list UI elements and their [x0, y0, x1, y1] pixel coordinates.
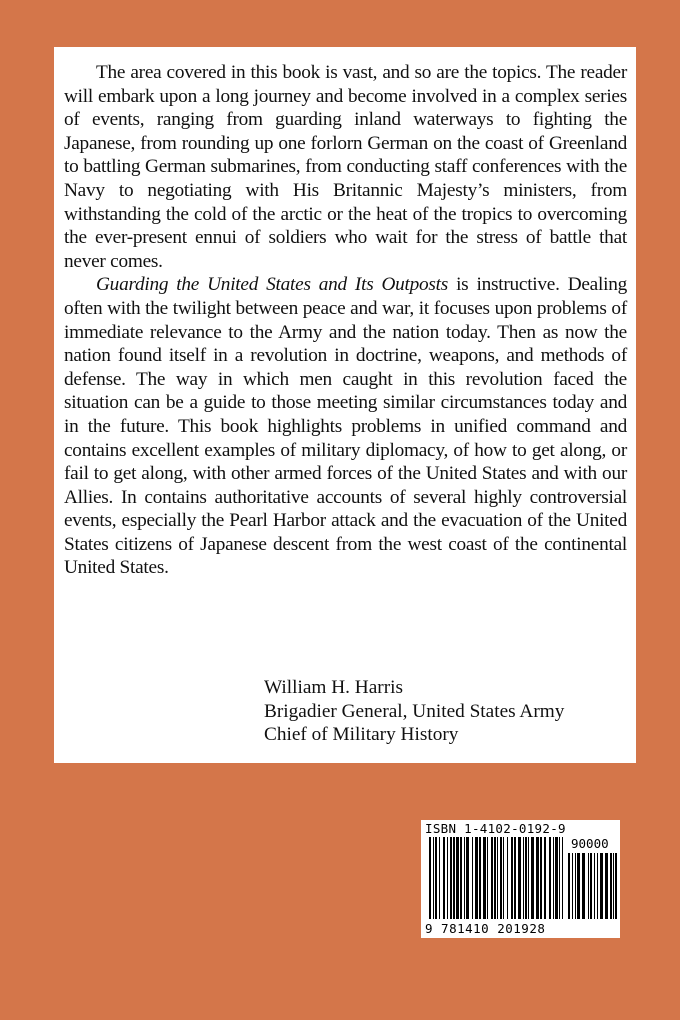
- barcode-bar: [572, 853, 573, 919]
- barcode-bar: [460, 837, 462, 919]
- barcode-bar: [555, 837, 558, 919]
- barcode-bar: [456, 837, 459, 919]
- barcode-bar: [475, 837, 478, 919]
- barcode-bar: [582, 853, 585, 919]
- price-code: 90000: [571, 836, 609, 851]
- barcode-bar: [435, 837, 437, 919]
- text-panel: [54, 47, 636, 763]
- barcode-bar: [568, 853, 570, 919]
- signature-name: William H. Harris: [264, 677, 403, 698]
- barcode-bar: [531, 837, 534, 919]
- barcode-bar: [528, 837, 529, 919]
- barcode-bar: [429, 837, 431, 919]
- barcode-bar: [518, 837, 521, 919]
- barcode-bar: [544, 837, 546, 919]
- paragraph-1: The area covered in this book is vast, and so are the topics. The reader will embark upon a long journey and become involved in a complex series of events, ranging from guarding inland waterways to fighting the Japanese, from rounding up one forlorn German on the coast of Greenland to battling German submarines, from conducting staff conferences with the Navy to negotiating with His Britannic Majesty’s ministers, from withstanding the cold of the arctic or the heat of the tropics to overcoming the ever-present ennui of soldiers who wait for the stress of battle that never comes.: [64, 62, 627, 272]
- barcode-bar: [464, 837, 465, 919]
- barcode-bar: [433, 837, 434, 919]
- signature-block: [264, 676, 564, 747]
- isbn-barcode: [421, 820, 620, 938]
- barcode-bar: [553, 837, 554, 919]
- barcode-bar: [559, 837, 560, 919]
- isbn-number: ISBN 1-4102-0192-9: [425, 821, 566, 836]
- barcode-bar: [523, 837, 524, 919]
- ean-number: 9 781410 201928: [425, 921, 546, 936]
- barcode-bar: [514, 837, 516, 919]
- barcode-bar: [497, 837, 498, 919]
- barcode-bar: [549, 837, 551, 919]
- barcode-bar: [479, 837, 481, 919]
- barcode-bar: [562, 837, 563, 919]
- barcode-bar: [605, 853, 608, 919]
- barcode-bar: [615, 853, 617, 919]
- barcode-bar: [466, 837, 469, 919]
- barcode-bar: [447, 837, 448, 919]
- barcode-bar: [483, 837, 486, 919]
- barcode-bar: [494, 837, 496, 919]
- barcode-bar: [610, 853, 612, 919]
- barcode-bar: [540, 837, 542, 919]
- barcode-bar: [536, 837, 539, 919]
- barcode-bar: [577, 853, 580, 919]
- barcode-bar: [453, 837, 455, 919]
- barcode-bar: [487, 837, 488, 919]
- barcode-bar: [590, 853, 592, 919]
- barcode-bar: [500, 837, 502, 919]
- barcode-bar: [597, 853, 598, 919]
- barcode-bar: [588, 853, 589, 919]
- barcode-bar: [450, 837, 452, 919]
- barcode-bar: [525, 837, 527, 919]
- barcode-bar: [600, 853, 603, 919]
- paragraph-2: [64, 273, 627, 580]
- barcode-bar: [575, 853, 576, 919]
- barcode-bar: [491, 837, 493, 919]
- barcode-bar: [503, 837, 504, 919]
- paragraph-2-text: is instructive. Dealing often with the twilight between peace and war, it focuses upon problems of immediate relevance to the Army and the nation today. Then as now the nation found itself in a revolution in doctrine, weapons, and methods of defense. The way in which men caught in this revolution faced the situation can be a guide to those meeting similar circumstances today and in the future. This book highlights problems in unified command and contains excellent examples of military diplomacy, of how to get along, or fail to get along, with other armed forces of the United States and with our Allies. In contains authoritative accounts of several highly controversial events, especially the Pearl Harbor attack and the evacuation of the United States citizens of Japanese descent from the west coast of the continental United States.: [64, 274, 627, 579]
- barcode-bar: [443, 837, 445, 919]
- book-title: Guarding the United States and Its Outposts: [96, 274, 449, 296]
- barcode-bar: [511, 837, 513, 919]
- signature-office: Chief of Military History: [264, 724, 459, 746]
- barcode-bar: [594, 853, 595, 919]
- barcode-bar: [439, 837, 440, 919]
- barcode-bar: [472, 837, 473, 919]
- barcode-bar: [507, 837, 508, 919]
- barcode-bar: [613, 853, 614, 919]
- signature-rank: Brigadier General, United States Army: [264, 700, 565, 722]
